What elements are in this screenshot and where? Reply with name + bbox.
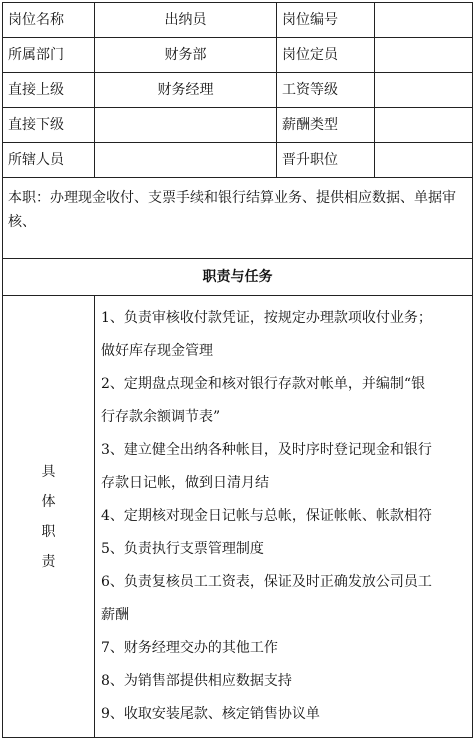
value-position-code: [375, 3, 473, 38]
job-summary: 本职：办理现金收付、支票手续和银行结算业务、提供相应数据、单据审核、: [3, 178, 473, 259]
value-pay-type: [375, 108, 473, 143]
label-position-code: 岗位编号: [277, 3, 375, 38]
duty-item: 8、为销售部提供相应数据支持: [101, 673, 292, 689]
duty-label-char: 责: [41, 553, 56, 570]
duty-item: 7、财务经理交办的其他工作: [101, 640, 278, 656]
duty-label-char: 体: [41, 493, 56, 510]
duty-list: [95, 296, 473, 738]
row-section-title: [3, 259, 473, 296]
duty-item: 2、定期盘点现金和核对银行存款对帐单，并编制“银: [101, 376, 426, 392]
label-superior: 直接上级: [3, 73, 95, 108]
duty-item: 4、定期核对现金日记帐与总帐，保证帐帐、帐款相符: [101, 508, 432, 524]
duty-item-cont: 做好库存现金管理: [101, 343, 213, 359]
value-promotion: [375, 143, 473, 178]
duty-item: 3、建立健全出纳各种帐目，及时序时登记现金和银行: [101, 442, 432, 458]
value-subordinate: [95, 108, 277, 143]
label-staff: 所辖人员: [3, 143, 95, 178]
row-summary: [3, 178, 473, 259]
duty-item: 6、负责复核员工工资表，保证及时正确发放公司员工: [101, 574, 432, 590]
duty-item: 5、负责执行支票管理制度: [101, 541, 264, 557]
row-department: [3, 38, 473, 73]
label-headcount: 岗位定员: [277, 38, 375, 73]
label-position-name: 岗位名称: [3, 3, 95, 38]
row-staff: [3, 143, 473, 178]
value-superior: 财务经理: [95, 73, 277, 108]
job-description-form: [2, 2, 472, 738]
row-duties: [3, 296, 473, 738]
value-headcount: [375, 38, 473, 73]
label-department: 所属部门: [3, 38, 95, 73]
value-department: 财务部: [95, 38, 277, 73]
duty-label-char: 职: [41, 523, 56, 540]
label-pay-type: 薪酬类型: [277, 108, 375, 143]
row-position-name: [3, 3, 473, 38]
job-table: [2, 2, 473, 738]
duty-label: [3, 296, 95, 738]
duty-item-cont: 薪酬: [101, 607, 129, 623]
duty-item-cont: 存款日记帐，做到日清月结: [101, 475, 269, 491]
duty-item-cont: 行存款余额调节表”: [101, 409, 221, 425]
label-salary-grade: 工资等级: [277, 73, 375, 108]
row-superior: [3, 73, 473, 108]
duty-label-char: 具: [41, 463, 56, 480]
label-promotion: 晋升职位: [277, 143, 375, 178]
section-title: 职责与任务: [3, 259, 473, 296]
value-salary-grade: [375, 73, 473, 108]
value-staff: [95, 143, 277, 178]
row-subordinate: [3, 108, 473, 143]
label-subordinate: 直接下级: [3, 108, 95, 143]
duty-item: 9、收取安装尾款、核定销售协议单: [101, 706, 320, 722]
value-position-name: 出纳员: [95, 3, 277, 38]
duty-item: 1、负责审核收付款凭证，按规定办理款项收付业务；: [101, 310, 432, 326]
